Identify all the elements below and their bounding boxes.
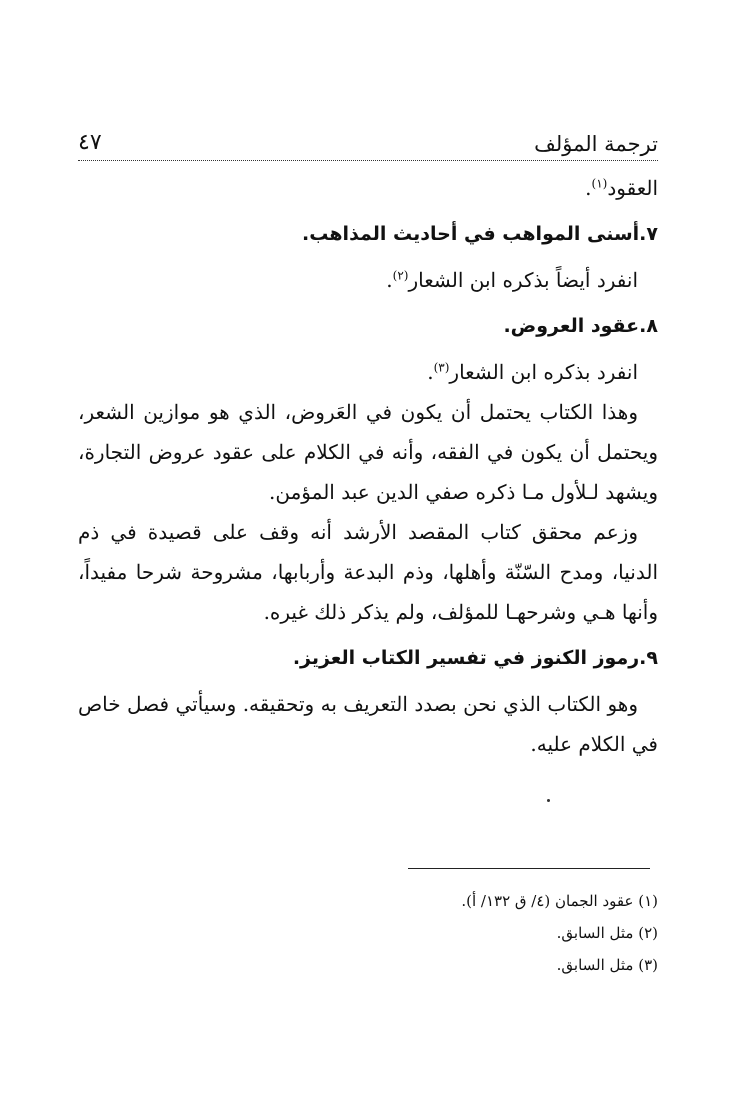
footnote-ref-2: (٢)	[392, 268, 409, 283]
footnote-ref-1: (١)	[591, 176, 608, 191]
footnote-separator	[408, 868, 650, 869]
footnote-2: (٢) مثل السابق.	[556, 924, 658, 942]
paragraph-item-8-b: وهذا الكتاب يحتمل أن يكون في العَروض، الذي هو موازين الشعر، ويحتمل أن يكون في الفقه، وأنه في الكلام على عقود عروض التجارة، ويشهد لـلأول مـا ذكره صفي الدين عبد المؤمن.	[78, 400, 658, 504]
stray-dot	[547, 799, 550, 802]
running-header	[78, 130, 658, 161]
footnote-ref-3: (٣)	[433, 360, 450, 375]
header-title: ترجمة المؤلف	[534, 132, 658, 156]
heading-item-7: ٧.أسنى المواهب في أحاديث المذاهب.	[302, 223, 658, 245]
page-number: ٤٧	[78, 130, 102, 155]
footnote-1: (١) عقود الجمان (٤/ ق ١٣٢/ أ).	[461, 892, 658, 910]
paragraph-item-8-a: انفرد بذكره ابن الشعار$^{(٣)}$.	[427, 360, 638, 384]
footnotes	[78, 885, 658, 981]
paragraph-item-8-c: وزعم محقق كتاب المقصد الأرشد أنه وقف على قصيدة في ذم الدنيا، ومدح السّنّة وأهلها، وذم البدعة وأربابها، مشروحة شرحا مفيداً، وأنها هـي وشرحهـا للمؤلف، ولم يذكر ذلك غيره.	[78, 520, 658, 624]
heading-item-9: ٩.رموز الكنوز في تفسير الكتاب العزيز.	[292, 647, 658, 669]
heading-item-8: ٨.عقود العروض.	[503, 315, 658, 337]
paragraph-item-7: انفرد أيضاً بذكره ابن الشعار$^{(٢)}$.	[386, 268, 638, 292]
footnote-3: (٣) مثل السابق.	[556, 956, 658, 974]
paragraph-item-9: وهو الكتاب الذي نحن بصدد التعريف به وتحقيقه. وسيأتي فصل خاص في الكلام عليه.	[78, 692, 658, 756]
paragraph-continuation: العقود$^{(١)}$.	[585, 176, 658, 200]
main-text	[78, 168, 658, 764]
